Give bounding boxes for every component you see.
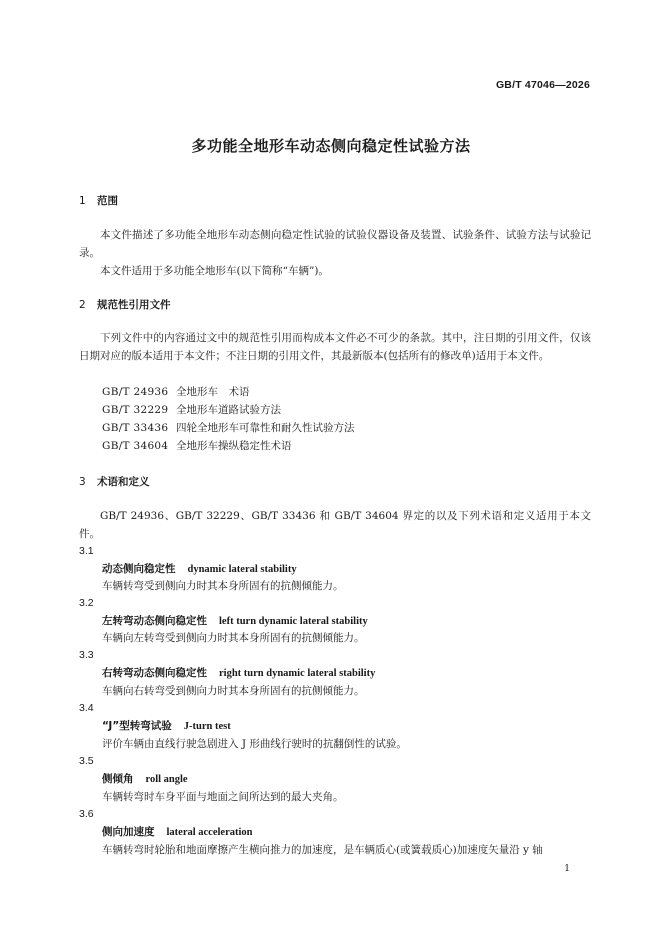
paragraph: 本文件描述了多功能全地形车动态侧向稳定性试验的试验仪器设备及装置、试验条件、试验方法与试验记录。 [79,229,591,259]
reference-item [102,438,292,453]
term-name-en: right turn dynamic lateral stability [219,668,376,679]
reference-code: GB/T 34604 [102,440,169,452]
term-name-zh: 左转弯动态侧向稳定性 [102,615,207,627]
term-definition: 评价车辆由直线行驶急剧进入 J 形曲线行驶时的抗翻倒性的试验。 [102,738,407,750]
term-number: 3.5 [79,755,94,767]
reference-title: 全地形车操纵稳定性术语 [176,440,292,452]
page-number: 1 [564,864,570,874]
reference-code: GB/T 33436 [102,422,169,434]
term-name-zh: 动态侧向稳定性 [102,563,176,575]
term-name-en: lateral acceleration [166,827,253,838]
term-name-en: roll angle [145,774,188,785]
term-definition: 车辆转弯时车身平面与地面之间所达到的最大夹角。 [102,791,344,803]
term-name [102,824,253,839]
term-number: 3.6 [79,808,94,820]
paragraph: 下列文件中的内容通过文中的规范性引用而构成本文件必不可少的条款。其中，注日期的引用文件，仅该日期对应的版本适用于本文件；不注日期的引用文件，其最新版本(包括所有的修改单)适用于本文件。 [79,332,591,362]
term-definition: 车辆转弯受到侧向力时其本身所固有的抗侧倾能力。 [102,580,344,592]
section-title: 规范性引用文件 [97,299,171,311]
reference-code: GB/T 32229 [102,404,169,416]
term-name-zh: 侧倾角 [102,773,134,785]
reference-item [102,420,355,435]
section-title: 范围 [97,195,118,207]
term-name [102,561,297,576]
section-heading-normative-references [79,297,171,312]
section-heading-terms-definitions [79,474,150,489]
reference-title: 全地形车道路试验方法 [176,404,281,416]
term-name-zh: 右转弯动态侧向稳定性 [102,667,207,679]
reference-item [102,402,281,417]
term-number: 3.2 [79,597,94,609]
section-heading-scope [79,193,118,208]
document-code: GB/T 47046—2026 [495,79,590,91]
section-title: 术语和定义 [97,476,150,488]
section-number: 3 [79,476,86,488]
term-name-en: left turn dynamic lateral stability [219,616,368,627]
section-number: 1 [79,195,86,207]
term-name [102,665,375,680]
term-definition: 车辆转弯时轮胎和地面摩擦产生横向推力的加速度，是车辆质心(或簧载质心)加速度矢量沿 y 轴 [102,844,543,856]
term-name-zh: 侧向加速度 [102,826,155,838]
reference-code: GB/T 24936 [102,386,169,398]
paragraph: 本文件适用于多功能全地形车(以下简称“车辆”)。 [100,265,329,277]
term-name-en: J-turn test [183,721,231,732]
term-number: 3.3 [79,649,94,661]
reference-title: 全地形车 术语 [176,386,250,398]
section-number: 2 [79,299,86,311]
reference-item [102,384,250,399]
term-name-en: dynamic lateral stability [187,564,297,575]
reference-title: 四轮全地形车可靠性和耐久性试验方法 [176,422,355,434]
term-number: 3.1 [79,545,94,557]
term-name [102,613,368,628]
term-name [102,771,188,786]
document-title: 多功能全地形车动态侧向稳定性试验方法 [191,137,471,155]
paragraph: GB/T 24936、GB/T 32229、GB/T 33436 和 GB/T 34604 界定的以及下列术语和定义适用于本文件。 [79,510,591,540]
term-number: 3.4 [79,702,94,714]
term-name [102,718,231,733]
term-name-zh: “J”型转弯试验 [102,720,172,732]
term-definition: 车辆向右转弯受到侧向力时其本身所固有的抗侧倾能力。 [102,685,365,697]
term-definition: 车辆向左转弯受到侧向力时其本身所固有的抗侧倾能力。 [102,632,365,644]
